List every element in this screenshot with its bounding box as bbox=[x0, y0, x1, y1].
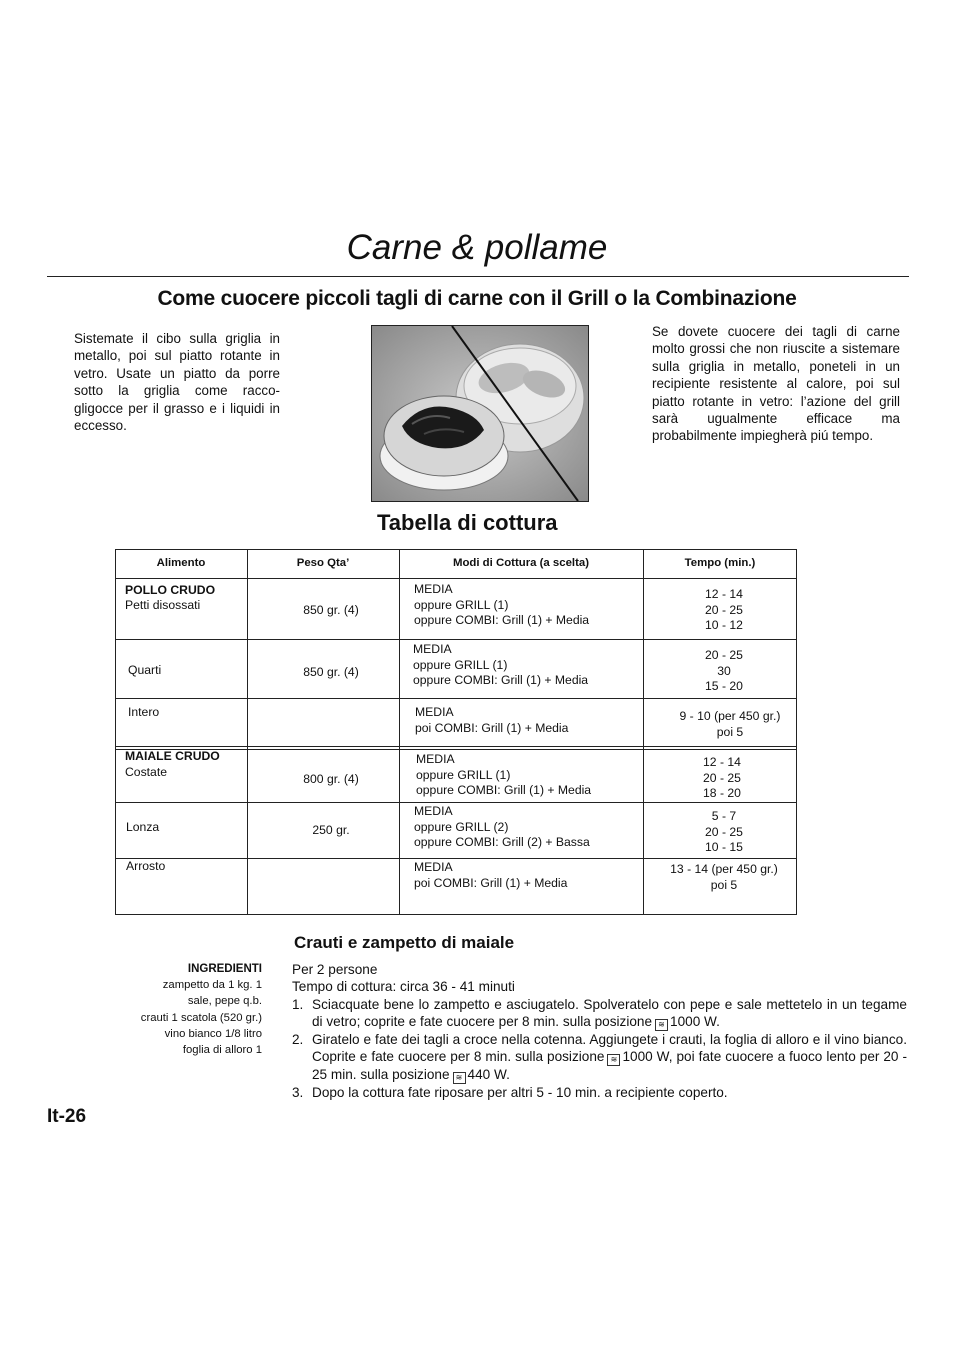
table-mode: MEDIA bbox=[415, 705, 454, 719]
microwave-icon: ≋ bbox=[607, 1054, 620, 1066]
microwave-icon: ≋ bbox=[655, 1019, 668, 1031]
ingredients-heading: INGREDIENTI bbox=[187, 963, 262, 975]
table-mode: MEDIA bbox=[414, 582, 453, 596]
table-weight: 800 gr. (4) bbox=[303, 772, 359, 786]
step-number: 2. bbox=[292, 1031, 304, 1047]
table-time: 12 - 14 bbox=[703, 755, 741, 769]
table-weight: 250 gr. bbox=[312, 823, 350, 837]
table-mode: poi COMBI: Grill (1) + Media bbox=[414, 875, 568, 890]
table-time: 13 - 14 (per 450 gr.) bbox=[670, 862, 778, 876]
table-header: Alimento bbox=[156, 557, 206, 569]
table-header: Peso Qta’ bbox=[296, 557, 350, 569]
microwave-icon: ≋ bbox=[453, 1072, 466, 1084]
table-divider bbox=[115, 639, 797, 640]
table-divider bbox=[115, 698, 797, 699]
table-food: Arrosto bbox=[126, 859, 166, 873]
recipe-step bbox=[292, 1031, 907, 1084]
ingredients-list bbox=[120, 961, 262, 1058]
ingredient-item: crauti 1 scatola (520 gr.) bbox=[140, 1011, 262, 1024]
table-mode: oppure GRILL (1) bbox=[416, 767, 511, 782]
table-divider bbox=[115, 802, 797, 803]
table-mode: MEDIA bbox=[413, 642, 452, 656]
table-food: Intero bbox=[128, 705, 160, 719]
table-food: Quarti bbox=[128, 663, 162, 677]
intro-left-paragraph: Sistemate il cibo sulla griglia in metallo, poi sul piatto rotante in vetro. Usate un piatto da porre sotto la griglia come racco-gligocce per il grasso e i liquidi in eccesso. bbox=[74, 331, 280, 434]
table-divider bbox=[115, 578, 797, 579]
table-mode: oppure COMBI: Grill (2) + Bassa bbox=[414, 835, 590, 849]
ingredient-item: sale, pepe q.b. bbox=[187, 995, 262, 1008]
page-number: It-26 bbox=[47, 1106, 87, 1127]
table-group-label: POLLO CRUDO bbox=[125, 583, 216, 597]
recipe-step bbox=[292, 1084, 907, 1101]
table-food: Lonza bbox=[126, 820, 160, 834]
table-mode: poi COMBI: Grill (1) + Media bbox=[415, 720, 569, 735]
table-mode: oppure GRILL (2) bbox=[414, 819, 509, 834]
table-header: Modi di Cottura (a scelta) bbox=[452, 557, 590, 569]
table-mode: oppure GRILL (1) bbox=[414, 597, 509, 612]
food-photo bbox=[371, 325, 589, 502]
table-weight: 850 gr. (4) bbox=[303, 603, 359, 617]
table-time: 10 - 12 bbox=[705, 618, 743, 632]
table-mode: MEDIA bbox=[414, 804, 453, 818]
table-mode: oppure COMBI: Grill (1) + Media bbox=[414, 613, 590, 627]
table-title: Tabella di cottura bbox=[377, 510, 558, 535]
table-weight: 850 gr. (4) bbox=[303, 665, 359, 679]
table-divider bbox=[115, 746, 797, 747]
table-time: 9 - 10 (per 450 gr.) bbox=[679, 709, 781, 723]
table-time: 5 - 7 bbox=[711, 809, 737, 823]
ingredient-item: foglia di alloro 1 bbox=[182, 1044, 262, 1057]
recipe-servings: Per 2 persone bbox=[292, 962, 378, 977]
table-time: 20 - 25 bbox=[703, 770, 741, 785]
step-text: 440 W. bbox=[467, 1067, 510, 1083]
step-text: 1000 W. bbox=[670, 1013, 720, 1029]
step-number: 1. bbox=[292, 996, 304, 1012]
table-time: 30 bbox=[717, 663, 731, 678]
table-time: 20 - 25 bbox=[705, 602, 743, 617]
table-time: 10 - 15 bbox=[705, 840, 743, 854]
recipe-body bbox=[292, 961, 907, 1101]
table-mode: oppure GRILL (1) bbox=[413, 657, 508, 672]
table-mode: oppure COMBI: Grill (1) + Media bbox=[416, 783, 592, 797]
ingredient-item: zampetto da 1 kg. 1 bbox=[162, 979, 262, 992]
table-mode: MEDIA bbox=[414, 860, 453, 874]
table-header: Tempo (min.) bbox=[684, 557, 756, 569]
recipe-cooking-time: Tempo di cottura: circa 36 - 41 minuti bbox=[292, 979, 515, 995]
step-text: Giratelo e fate dei tagli a croce nella cotenna. Aggiungete i crauti, la foglia di alloro e il vino bianco. Coprite e fate cuocere per 8 min. sulla posizione bbox=[312, 1031, 907, 1065]
page-title: Carne & pollame bbox=[346, 228, 608, 267]
title-rule bbox=[47, 276, 909, 277]
table-time: 12 - 14 bbox=[705, 587, 743, 601]
table-divider bbox=[115, 858, 797, 859]
section-heading: Come cuocere piccoli tagli di carne con il Grill o la Combinazione bbox=[157, 287, 797, 310]
step-text: 1000 W, poi fate cuocere a fuoco lento per 20 - 25 min. sulla posizione bbox=[312, 1049, 907, 1083]
step-text: Dopo la cottura fate riposare per altri 5 - 10 min. a recipiente coperto. bbox=[312, 1085, 728, 1101]
table-time: poi 5 bbox=[710, 877, 738, 892]
table-mode: MEDIA bbox=[416, 752, 455, 766]
table-divider bbox=[643, 549, 644, 915]
table-time: 20 - 25 bbox=[705, 648, 743, 662]
step-text: Sciacquate bene lo zampetto e asciugatelo. Spolveratelo con pepe e sale mettetelo in un tegame di vetro; coprite e fate cuocere per 8 min. sulla posizione bbox=[312, 996, 907, 1029]
table-mode: oppure COMBI: Grill (1) + Media bbox=[413, 673, 589, 687]
table-food: Petti disossati bbox=[125, 598, 201, 612]
recipe-step bbox=[292, 996, 907, 1031]
recipe-title: Crauti e zampetto di maiale bbox=[294, 933, 515, 952]
ingredient-item: vino bianco 1/8 litro bbox=[164, 1027, 262, 1040]
table-time: poi 5 bbox=[716, 724, 744, 739]
table-time: 20 - 25 bbox=[705, 824, 743, 839]
table-time: 18 - 20 bbox=[703, 786, 741, 800]
step-number: 3. bbox=[292, 1085, 304, 1101]
table-time: 15 - 20 bbox=[705, 679, 743, 693]
table-group-label: MAIALE CRUDO bbox=[125, 749, 220, 763]
table-food: Costate bbox=[125, 765, 168, 779]
intro-right-paragraph: Se dovete cuocere dei tagli di carne molto grossi che non riuscite a sistemare sulla griglia in metallo, poneteli in un recipiente resistente al calore, poi sul piatto rotante in vetro: l’azione del grill sarà ugualmente efficace ma probabilmente impiegherà piú tempo. bbox=[652, 324, 900, 444]
